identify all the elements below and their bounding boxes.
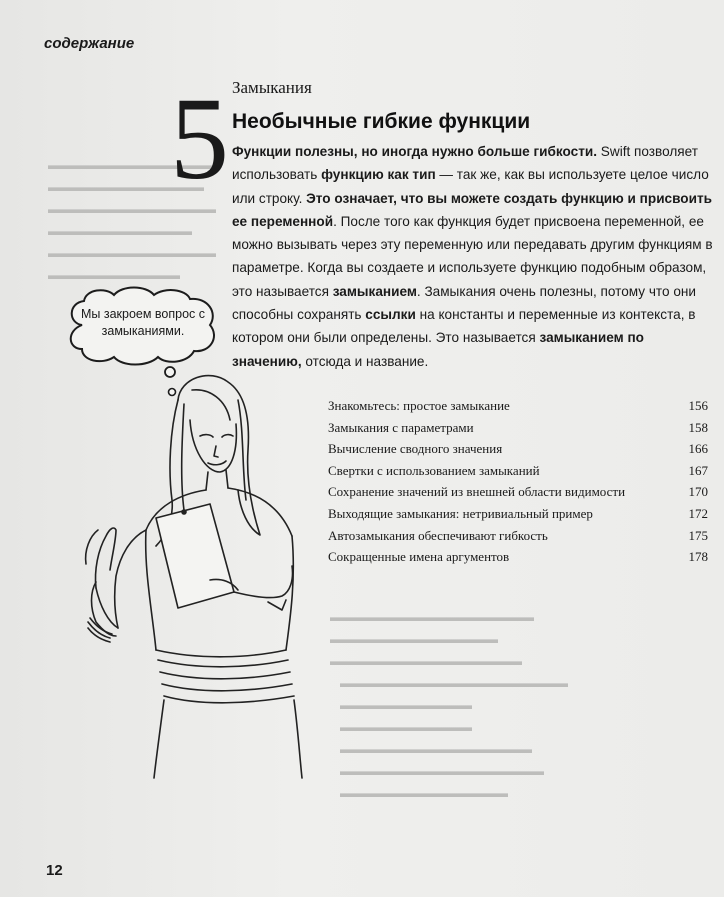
toc-entry[interactable] <box>328 420 708 442</box>
chapter-number: 5 <box>170 73 229 204</box>
intro-bold-4: замыканием <box>332 283 417 299</box>
chapter-title: Необычные гибкие функции <box>232 110 531 133</box>
section-header: содержание <box>44 35 135 52</box>
intro-bold-2: функцию как тип <box>321 167 436 183</box>
toc-entry-title: Знакомьтесь: простое замыкание <box>328 398 510 413</box>
toc-entry[interactable] <box>328 549 708 571</box>
toc-entry-title: Вычисление сводного значения <box>328 441 503 457</box>
toc-entry[interactable] <box>328 441 708 463</box>
toc-entry-title: Сокращенные имена аргументов <box>328 549 510 565</box>
intro-bold-1: Функции полезны, но иногда нужно больше гибкости. <box>232 144 598 159</box>
chapter-name: Замыкания <box>232 78 312 97</box>
chapter-toc <box>328 398 708 571</box>
toc-entry-title: Замыкания с параметрами <box>328 419 474 435</box>
toc-entry-page: 167 <box>688 462 708 478</box>
woman-with-tablet-illustration <box>60 360 320 780</box>
toc-entry-page: 156 <box>688 398 708 413</box>
bubble-text: Мы закроем вопрос с замыканиями. <box>80 307 206 338</box>
intro-text-4: . Замыкания очень полезны, потому что они способны сохранять <box>232 283 697 323</box>
toc-entry-title: Свертки с использованием замыканий <box>328 462 540 478</box>
toc-entry[interactable] <box>328 484 708 506</box>
intro-text-1: Swift позволяет использовать <box>232 144 699 183</box>
intro-bold-3: Это означает, что вы можете создать функцию и присвоить ее переменной <box>232 190 712 229</box>
toc-entry-title: Автозамыкания обеспечивают гибкость <box>328 527 548 543</box>
toc-entry-page: 172 <box>688 505 708 521</box>
toc-entry[interactable] <box>328 398 708 420</box>
toc-entry-page: 158 <box>688 419 708 435</box>
toc-entry[interactable] <box>328 506 708 528</box>
toc-entry-page: 178 <box>688 549 708 565</box>
intro-bold-6: замыканием по значению, <box>232 330 644 369</box>
toc-entry-page: 170 <box>688 484 708 500</box>
toc-entry[interactable] <box>328 528 708 550</box>
intro-text-3: . После того как функция будет присвоена переменной, ее можно вызывать через эту переменную или передавать другим функциям в параметре. Когда вы создаете и используете функцию подобным образом, это называется <box>232 213 713 299</box>
intro-text-2: — так же, как вы используете целое число или строку. <box>232 167 709 206</box>
intro-text-6: отсюда и название. <box>301 353 429 369</box>
intro-text-5: на константы и переменные из контекста, в котором они были определены. Это называется <box>232 307 696 346</box>
intro-bold-5: ссылки <box>365 307 416 323</box>
toc-entry-title: Выходящие замыкания: нетривиальный пример <box>328 505 593 521</box>
toc-entry-page: 166 <box>688 441 708 457</box>
page-number: 12 <box>46 862 63 879</box>
toc-entry-title: Сохранение значений из внешней области видимости <box>328 484 626 500</box>
page: ▬▬▬▬▬▬▬▬▬▬▬▬▬▬ ▬▬▬▬▬▬▬▬▬▬▬▬▬ ▬▬▬▬▬▬▬▬▬▬▬▬▬▬ ▬▬▬▬▬▬▬▬▬▬▬▬ ▬▬▬▬▬▬▬▬▬▬▬▬▬▬ ▬▬▬▬▬▬▬▬▬▬▬ ▬▬▬▬▬▬▬▬▬▬▬▬▬▬▬▬▬ ▬▬▬▬▬▬▬▬▬▬▬▬▬▬ ▬▬▬▬▬▬▬▬▬▬▬▬▬▬▬▬ ▬▬▬▬▬▬▬▬▬▬▬▬▬▬▬▬▬▬▬ ▬▬▬▬▬▬▬▬▬▬▬ ▬▬▬▬▬▬▬▬▬▬▬ ▬▬▬▬▬▬▬▬▬▬▬▬▬▬▬▬ ▬▬▬▬▬▬▬▬▬▬▬▬▬▬▬▬▬ ▬▬▬▬▬▬▬▬▬▬▬▬▬▬ содержание 5 Замыкания Необычные гибкие функции Функции полезны, но иногда нужно больше гибкости. Swift позволяет использовать функцию как тип — так же, как вы используете целое число или строку. Это означает, что вы можете создать функцию и присвоить ее переменной. После того как функция будет присвоена переменной, ее можно вызывать через эту переменную или передавать другим функциям в параметре. Когда вы создаете и используете функцию подобным образом, это называется замыканием. Замыкания очень полезны, потому что они способны сохранять ссылки на константы и переменные из контекста, в котором они были определены. Это называется замыканием по значению, отсюда и название. Мы закроем вопрос с замыканиями. Знакомьтесь: простое замыкание 156 Замыкания с параметрами 158 Вычисление сводного значения 166 Свертки с использованием замыканий 167 Сохранение значений из внешней области видимости 170 Выходящие замыкания: нетривиальный пример 172 Автозамыкания обеспечивают гибкость 175 Сокращенные имена аргументов 178 12 <box>0 0 724 897</box>
toc-entry-page: 175 <box>688 527 708 543</box>
toc-entry[interactable] <box>328 463 708 485</box>
chapter-intro <box>232 140 716 373</box>
